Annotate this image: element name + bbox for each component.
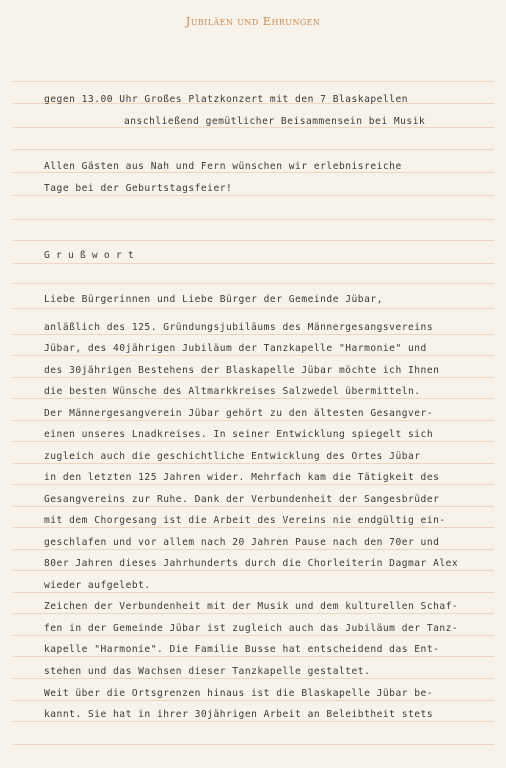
ruled-line: [12, 570, 494, 571]
letter-line: einen unseres Lnadkreises. In seiner Entwicklung spiegelt sich: [44, 429, 434, 440]
ruled-line: [12, 744, 494, 745]
ruled-line: [12, 700, 494, 701]
letter-line: anläßlich des 125. Gründungsjubiläums des Männergesangsvereins: [44, 322, 434, 333]
ruled-line: [12, 678, 494, 679]
letter-line: zugleich auch die geschichtliche Entwicklung des Ortes Jübar: [44, 451, 421, 462]
letter-line: des 30jährigen Bestehens der Blaskapelle Jübar möchte ich Ihnen: [44, 365, 440, 376]
ruled-line: [12, 635, 494, 636]
letter-line: geschlafen und vor allem nach 20 Jahren Pause nach den 70er und: [44, 537, 440, 548]
ruled-line: [12, 283, 494, 284]
letter-salutation: Liebe Bürgerinnen und Liebe Bürger der Gemeinde Jübar,: [44, 294, 383, 305]
ruled-line: [12, 377, 494, 378]
ruled-line: [12, 484, 494, 485]
letter-line: fen in der Gemeinde Jübar ist zugleich auch das Jubiläum der Tanz-: [44, 623, 459, 634]
letter-line: Jübar, des 40jährigen Jubiläum der Tanzkapelle "Harmonie" und: [44, 343, 427, 354]
letter-line: Weit über die Ortsgrenzen hinaus ist die Blaskapelle Jübar be-: [44, 688, 434, 699]
ruled-line: [12, 195, 494, 196]
ruled-line: [12, 334, 494, 335]
intro-line-2: anschließend gemütlicher Beisammensein bei Musik: [124, 116, 426, 127]
ruled-line: [12, 441, 494, 442]
ruled-line: [12, 219, 494, 220]
ruled-line: [12, 463, 494, 464]
letter-line: mit dem Chorgesang ist die Arbeit des Vereins nie endgültig ein-: [44, 515, 446, 526]
ruled-line: [12, 263, 494, 264]
intro-line-1: gegen 13.00 Uhr Großes Platzkonzert mit den 7 Blaskapellen: [44, 94, 409, 105]
ruled-line: [12, 721, 494, 722]
letter-line: stehen und das Wachsen dieser Tanzkapelle gestaltet.: [44, 666, 371, 677]
ruled-line: [12, 527, 494, 528]
wish-line-1: Allen Gästen aus Nah und Fern wünschen wir erlebnisreiche: [44, 161, 402, 172]
letter-line: Gesangvereins zur Ruhe. Dank der Verbundenheit der Sangesbrüder: [44, 494, 440, 505]
ruled-line: [12, 592, 494, 593]
ruled-line: [12, 149, 494, 150]
letter-line: 80er Jahren dieses Jahrhunderts durch die Chorleiterin Dagmar Alex: [44, 558, 459, 569]
ruled-line: [12, 420, 494, 421]
letter-line: wieder aufgelebt.: [44, 580, 151, 591]
ruled-line: [12, 398, 494, 399]
ruled-line: [12, 308, 494, 309]
letter-line: in den letzten 125 Jahren wider. Mehrfach kam die Tätigkeit des: [44, 472, 440, 483]
section-heading: Grußwort: [44, 250, 140, 261]
page-title: Jubiläen und Ehrungen: [185, 14, 321, 28]
ruled-line: [12, 506, 494, 507]
ruled-line: [12, 613, 494, 614]
letter-line: kapelle "Harmonie". Die Familie Busse hat entscheidend das Ent-: [44, 644, 440, 655]
wish-line-2: Tage bei der Geburtstagsfeier!: [44, 183, 233, 194]
letter-line: Der Männergesangverein Jübar gehört zu den ältesten Gesangver-: [44, 408, 434, 419]
ruled-line: [12, 355, 494, 356]
ruled-line: [12, 240, 494, 241]
letter-line: kannt. Sie hat in ihrer 30jährigen Arbeit an Beleibtheit stets: [44, 709, 434, 720]
letter-line: Zeichen der Verbundenheit mit der Musik und dem kulturellen Schaf-: [44, 601, 459, 612]
ruled-line: [12, 81, 494, 82]
letter-line: die besten Wünsche des Altmarkkreises Salzwedel übermitteln.: [44, 386, 421, 397]
ruled-line: [12, 549, 494, 550]
ruled-line: [12, 656, 494, 657]
